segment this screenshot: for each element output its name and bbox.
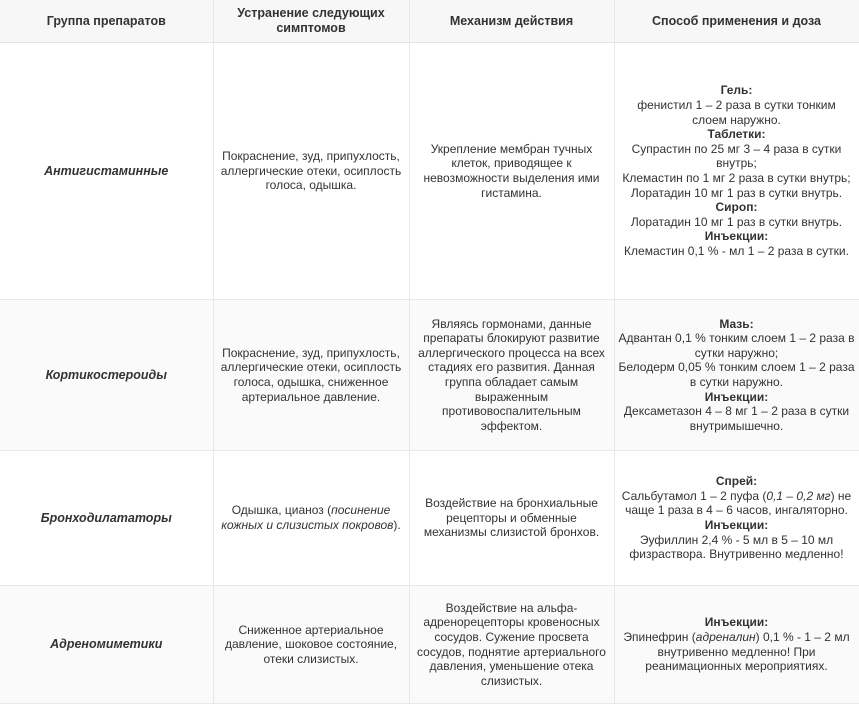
dose-line: Клемастин по 1 мг 2 раза в сутки внутрь; (622, 171, 851, 185)
header-group: Группа препаратов (0, 0, 213, 43)
symptoms-italic-text: посинение кожных и слизистых покровов (221, 503, 394, 532)
symptoms-cell: Сниженное артериальное давление, шоковое состояние, отеки слизистых. (213, 586, 409, 704)
symptoms-text-end: ). (393, 518, 401, 532)
mechanism-cell: Воздействие на бронхиальные рецепторы и обменные механизмы слизистой бронхов. (409, 451, 614, 586)
dose-text: Эпинефрин ( (623, 629, 696, 644)
dose-line: Эуфиллин 2,4 % - 5 мл в 5 – 10 мл физраствора. Внутривенно медленно! (629, 532, 844, 562)
dose-line: Лоратадин 10 мг 1 раз в сутки внутрь. (630, 214, 843, 229)
dose-line (619, 630, 855, 674)
symptoms-cell (213, 451, 409, 586)
header-symptoms: Устранение следующих симптомов (213, 0, 409, 43)
dose-line: фенистил 1 – 2 раза в сутки тонким слоем наружно. (637, 98, 836, 127)
header-dose: Способ применения и доза (614, 0, 859, 43)
table-row (0, 586, 859, 704)
symptoms-cell: Покраснение, зуд, припухлость, аллергические отеки, осиплость голоса, одышка, сниженное артериальное давление. (213, 300, 409, 451)
group-cell: Антигистаминные (0, 43, 213, 300)
dose-label: Инъекции: (704, 389, 769, 404)
dose-italic-text: 0,1 – 0,2 мг (766, 488, 831, 503)
group-cell: Адреномиметики (0, 586, 213, 704)
dose-cell (614, 300, 859, 451)
dose-line: Клемастин 0,1 % - мл 1 – 2 раза в сутки. (624, 243, 849, 258)
dose-label: Инъекции: (704, 615, 769, 630)
dose-line: Белодерм 0,05 % тонким слоем 1 – 2 раза в сутки наружно. (618, 360, 855, 389)
table-row (0, 300, 859, 451)
header-mechanism: Механизм действия (409, 0, 614, 43)
mechanism-cell: Воздействие на альфа-адренорецепторы кровеносных сосудов. Сужение просвета сосудов, поднятие артериального давления, уменьшение отека слизистых. (409, 586, 614, 704)
dose-label: Мазь: (719, 316, 754, 331)
dose-line: Дексаметазон 4 – 8 мг 1 – 2 раза в сутки внутримышечно. (623, 404, 850, 433)
dose-cell (614, 586, 859, 704)
dose-cell (614, 451, 859, 586)
dose-line: Лоратадин 10 мг 1 раз в сутки внутрь. (630, 185, 843, 200)
dose-line: Адвантан 0,1 % тонким слоем 1 – 2 раза в сутки наружно; (618, 331, 855, 360)
dose-text-end: ) не чаще 1 раза в 4 – 6 часов, ингаляторно. (625, 488, 852, 518)
dose-italic-text: адреналин (695, 629, 756, 644)
dose-text: Сальбутамол 1 – 2 пуфа ( (621, 488, 767, 503)
dose-text-end: ) 0,1 % - 1 – 2 мл внутривенно медленно! При реанимационных мероприятиях. (645, 629, 850, 674)
group-cell: Бронходилататоры (0, 451, 213, 586)
group-cell: Кортикостероиды (0, 300, 213, 451)
dose-cell (614, 43, 859, 300)
dose-label: Таблетки: (707, 127, 766, 142)
dose-line: Супрастин по 25 мг 3 – 4 раза в сутки внутрь; (631, 141, 842, 171)
mechanism-cell: Укрепление мембран тучных клеток, приводящее к невозможности выделения ими гистамина. (409, 43, 614, 300)
dose-label: Инъекции: (704, 518, 769, 532)
dose-label: Инъекции: (704, 229, 769, 244)
symptoms-cell: Покраснение, зуд, припухлость, аллергические отеки, осиплость голоса, одышка. (213, 43, 409, 300)
table-row (0, 43, 859, 300)
dose-label: Спрей: (715, 474, 758, 489)
symptoms-text: Одышка, цианоз ( (231, 503, 332, 518)
dose-label: Сироп: (715, 200, 758, 215)
dose-label: Гель: (720, 83, 753, 98)
mechanism-cell: Являясь гормонами, данные препараты блокируют развитие аллергического процесса на всех стадиях его развития. Данная группа обладает самым выраженным противовоспалительным эффектом. (409, 300, 614, 451)
dose-line (619, 489, 855, 518)
table-row (0, 451, 859, 586)
header-row (0, 0, 859, 43)
